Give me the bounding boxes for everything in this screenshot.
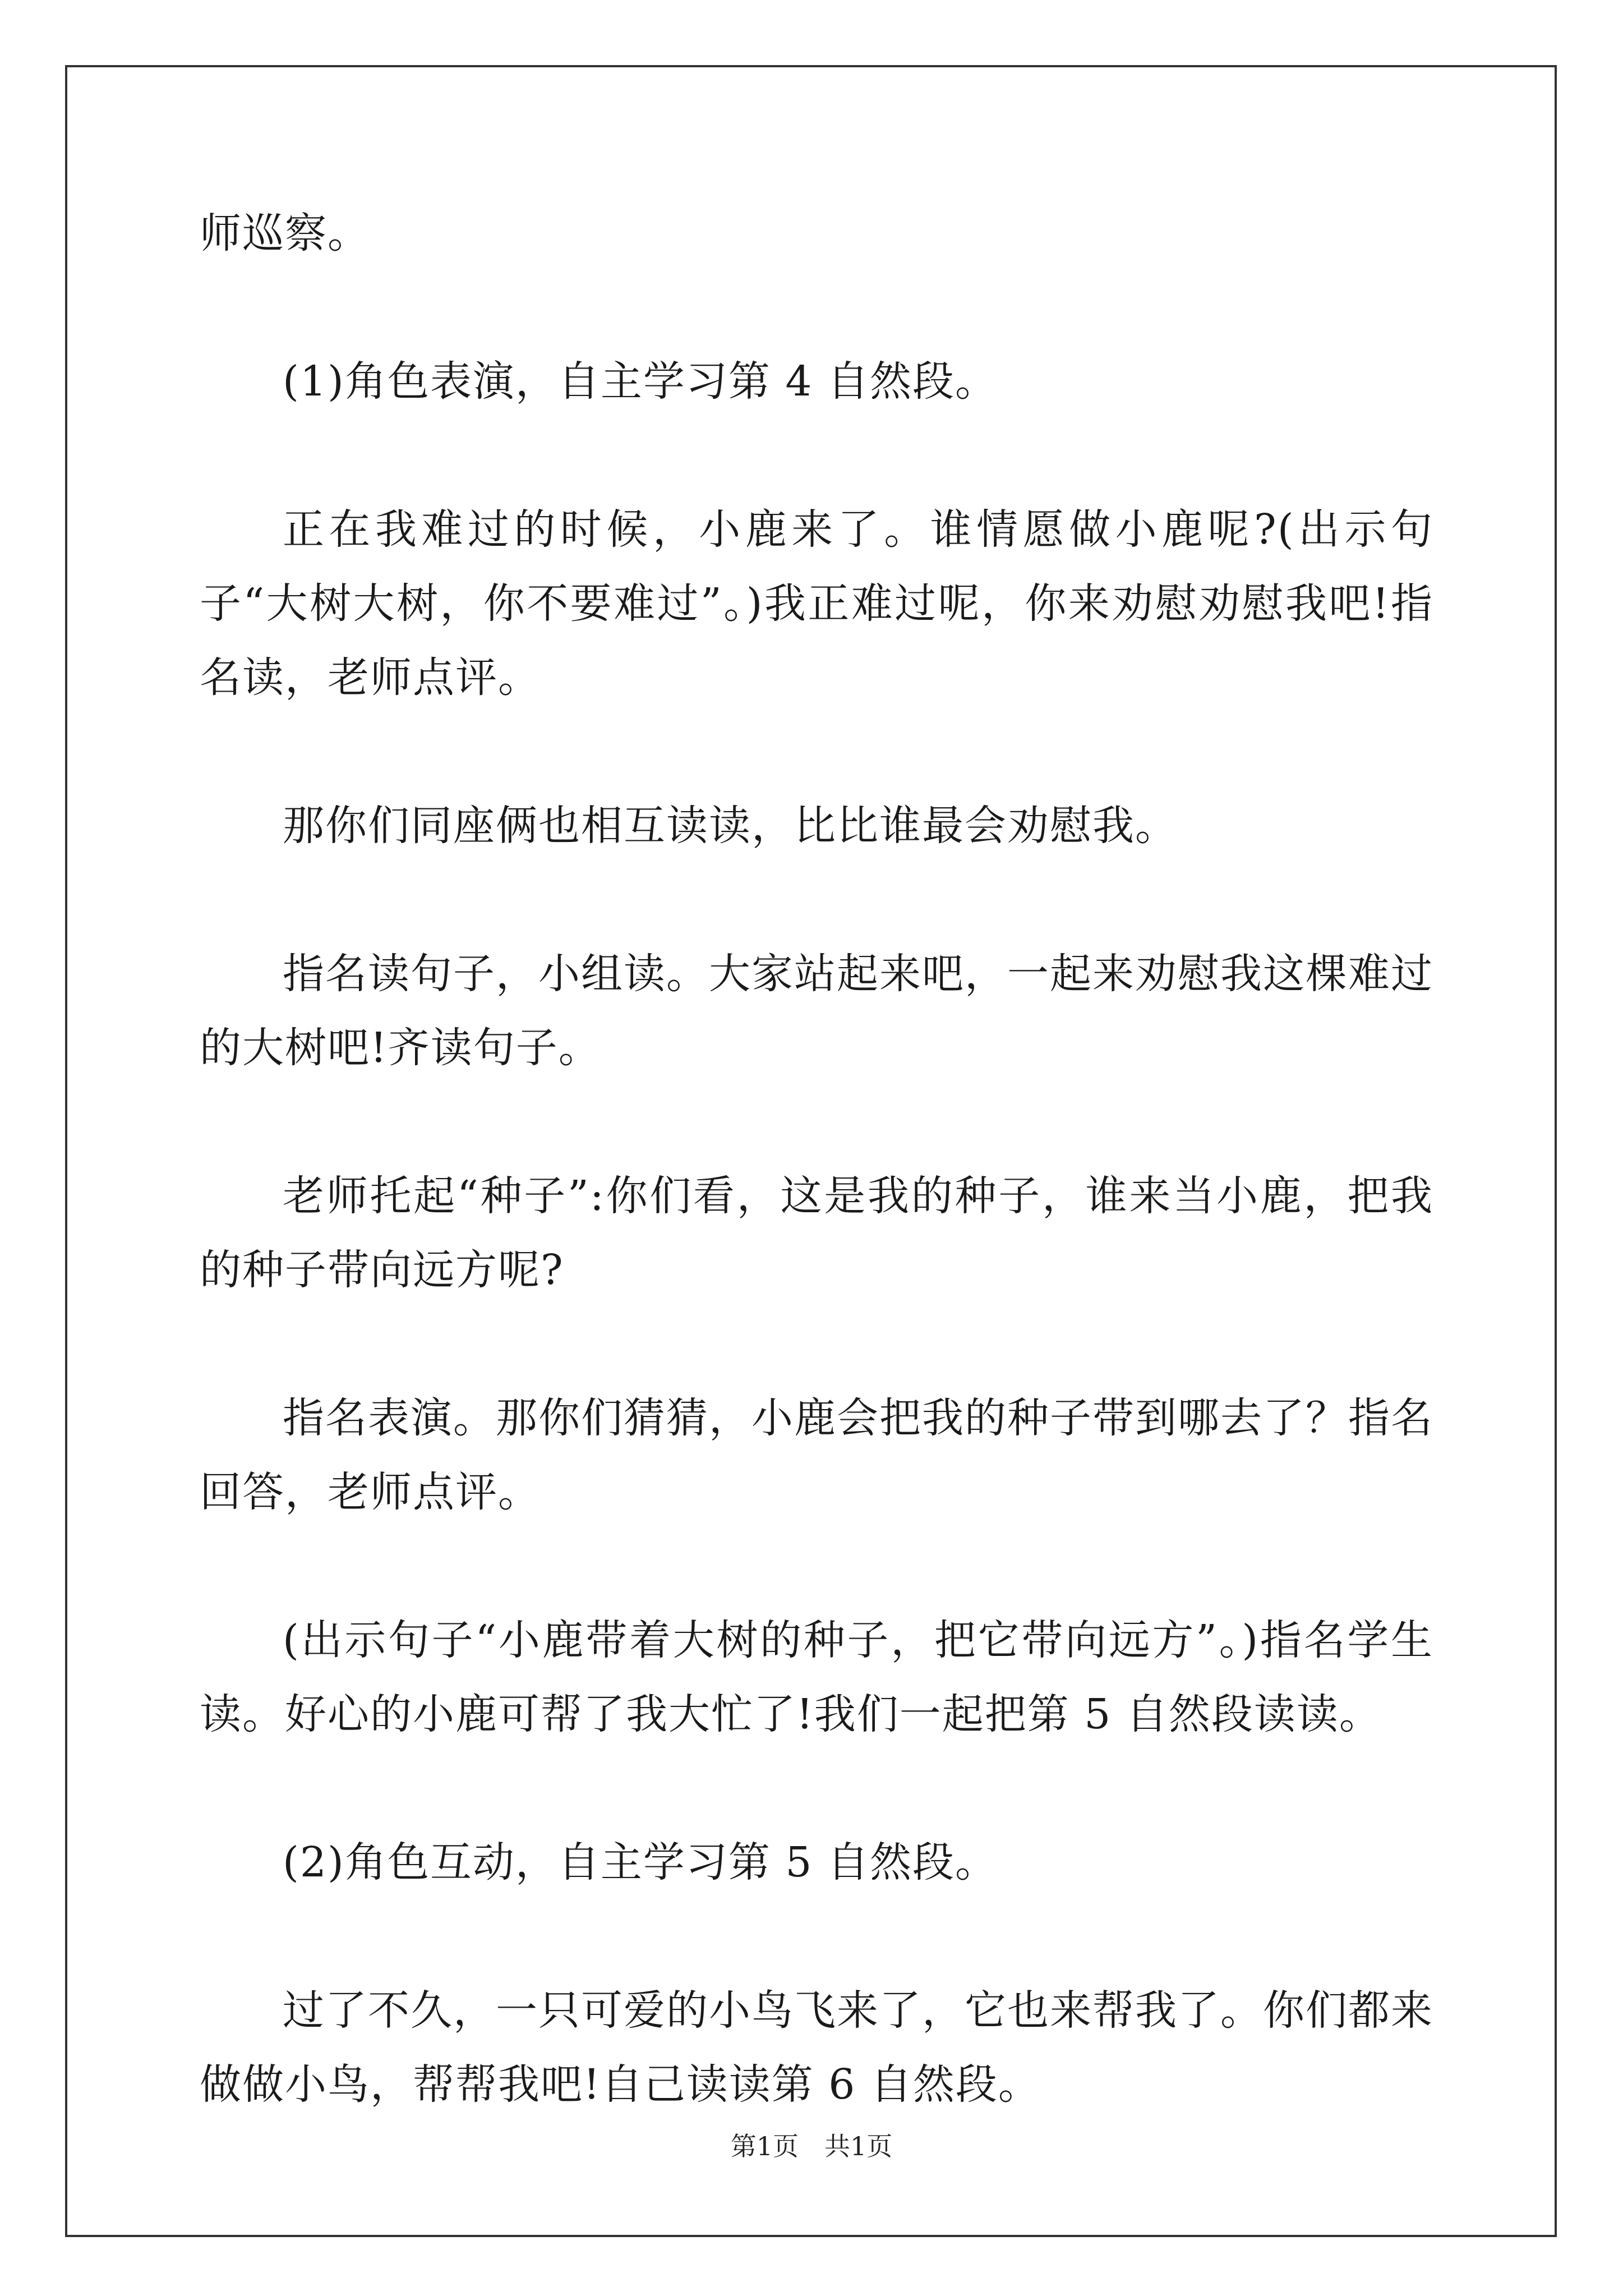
paragraph-3: 正在我难过的时候，小鹿来了。谁情愿做小鹿呢?(出示句子“大树大树，你不要难过”。)我正难过呢，你来劝慰劝慰我吧!指名读，老师点评。 — [200, 505, 1433, 702]
paragraph-7: 指名表演。那你们猜猜，小鹿会把我的种子带到哪去了？指名回答，老师点评。 — [200, 1394, 1433, 1516]
paragraph-5: 指名读句子，小组读。大家站起来吧，一起来劝慰我这棵难过的大树吧!齐读句子。 — [200, 950, 1433, 1072]
page-footer — [0, 2126, 1623, 2163]
document-body — [200, 196, 1433, 2196]
paragraph-6: 老师托起“种子”:你们看，这是我的种子，谁来当小鹿，把我的种子带向远方呢? — [200, 1172, 1433, 1294]
paragraph-10: 过了不久，一只可爱的小鸟飞来了，它也来帮我了。你们都来做做小鸟，帮帮我吧!自己读读第 6 自然段。 — [200, 1986, 1433, 2109]
page-number-current: 第1页 — [730, 2131, 799, 2161]
paragraph-9: (2)角色互动，自主学习第 5 自然段。 — [283, 1838, 998, 1887]
paragraph-8: (出示句子“小鹿带着大树的种子，把它带向远方”。)指名学生读。好心的小鹿可帮了我大忙了!我们一起把第 5 自然段读读。 — [200, 1616, 1433, 1738]
paragraph-4: 那你们同座俩也相互读读，比比谁最会劝慰我。 — [283, 802, 1178, 850]
paragraph-1: 师巡察。 — [200, 209, 370, 257]
page-number-total: 共1页 — [824, 2131, 893, 2161]
paragraph-2: (1)角色表演，自主学习第 4 自然段。 — [283, 357, 998, 406]
